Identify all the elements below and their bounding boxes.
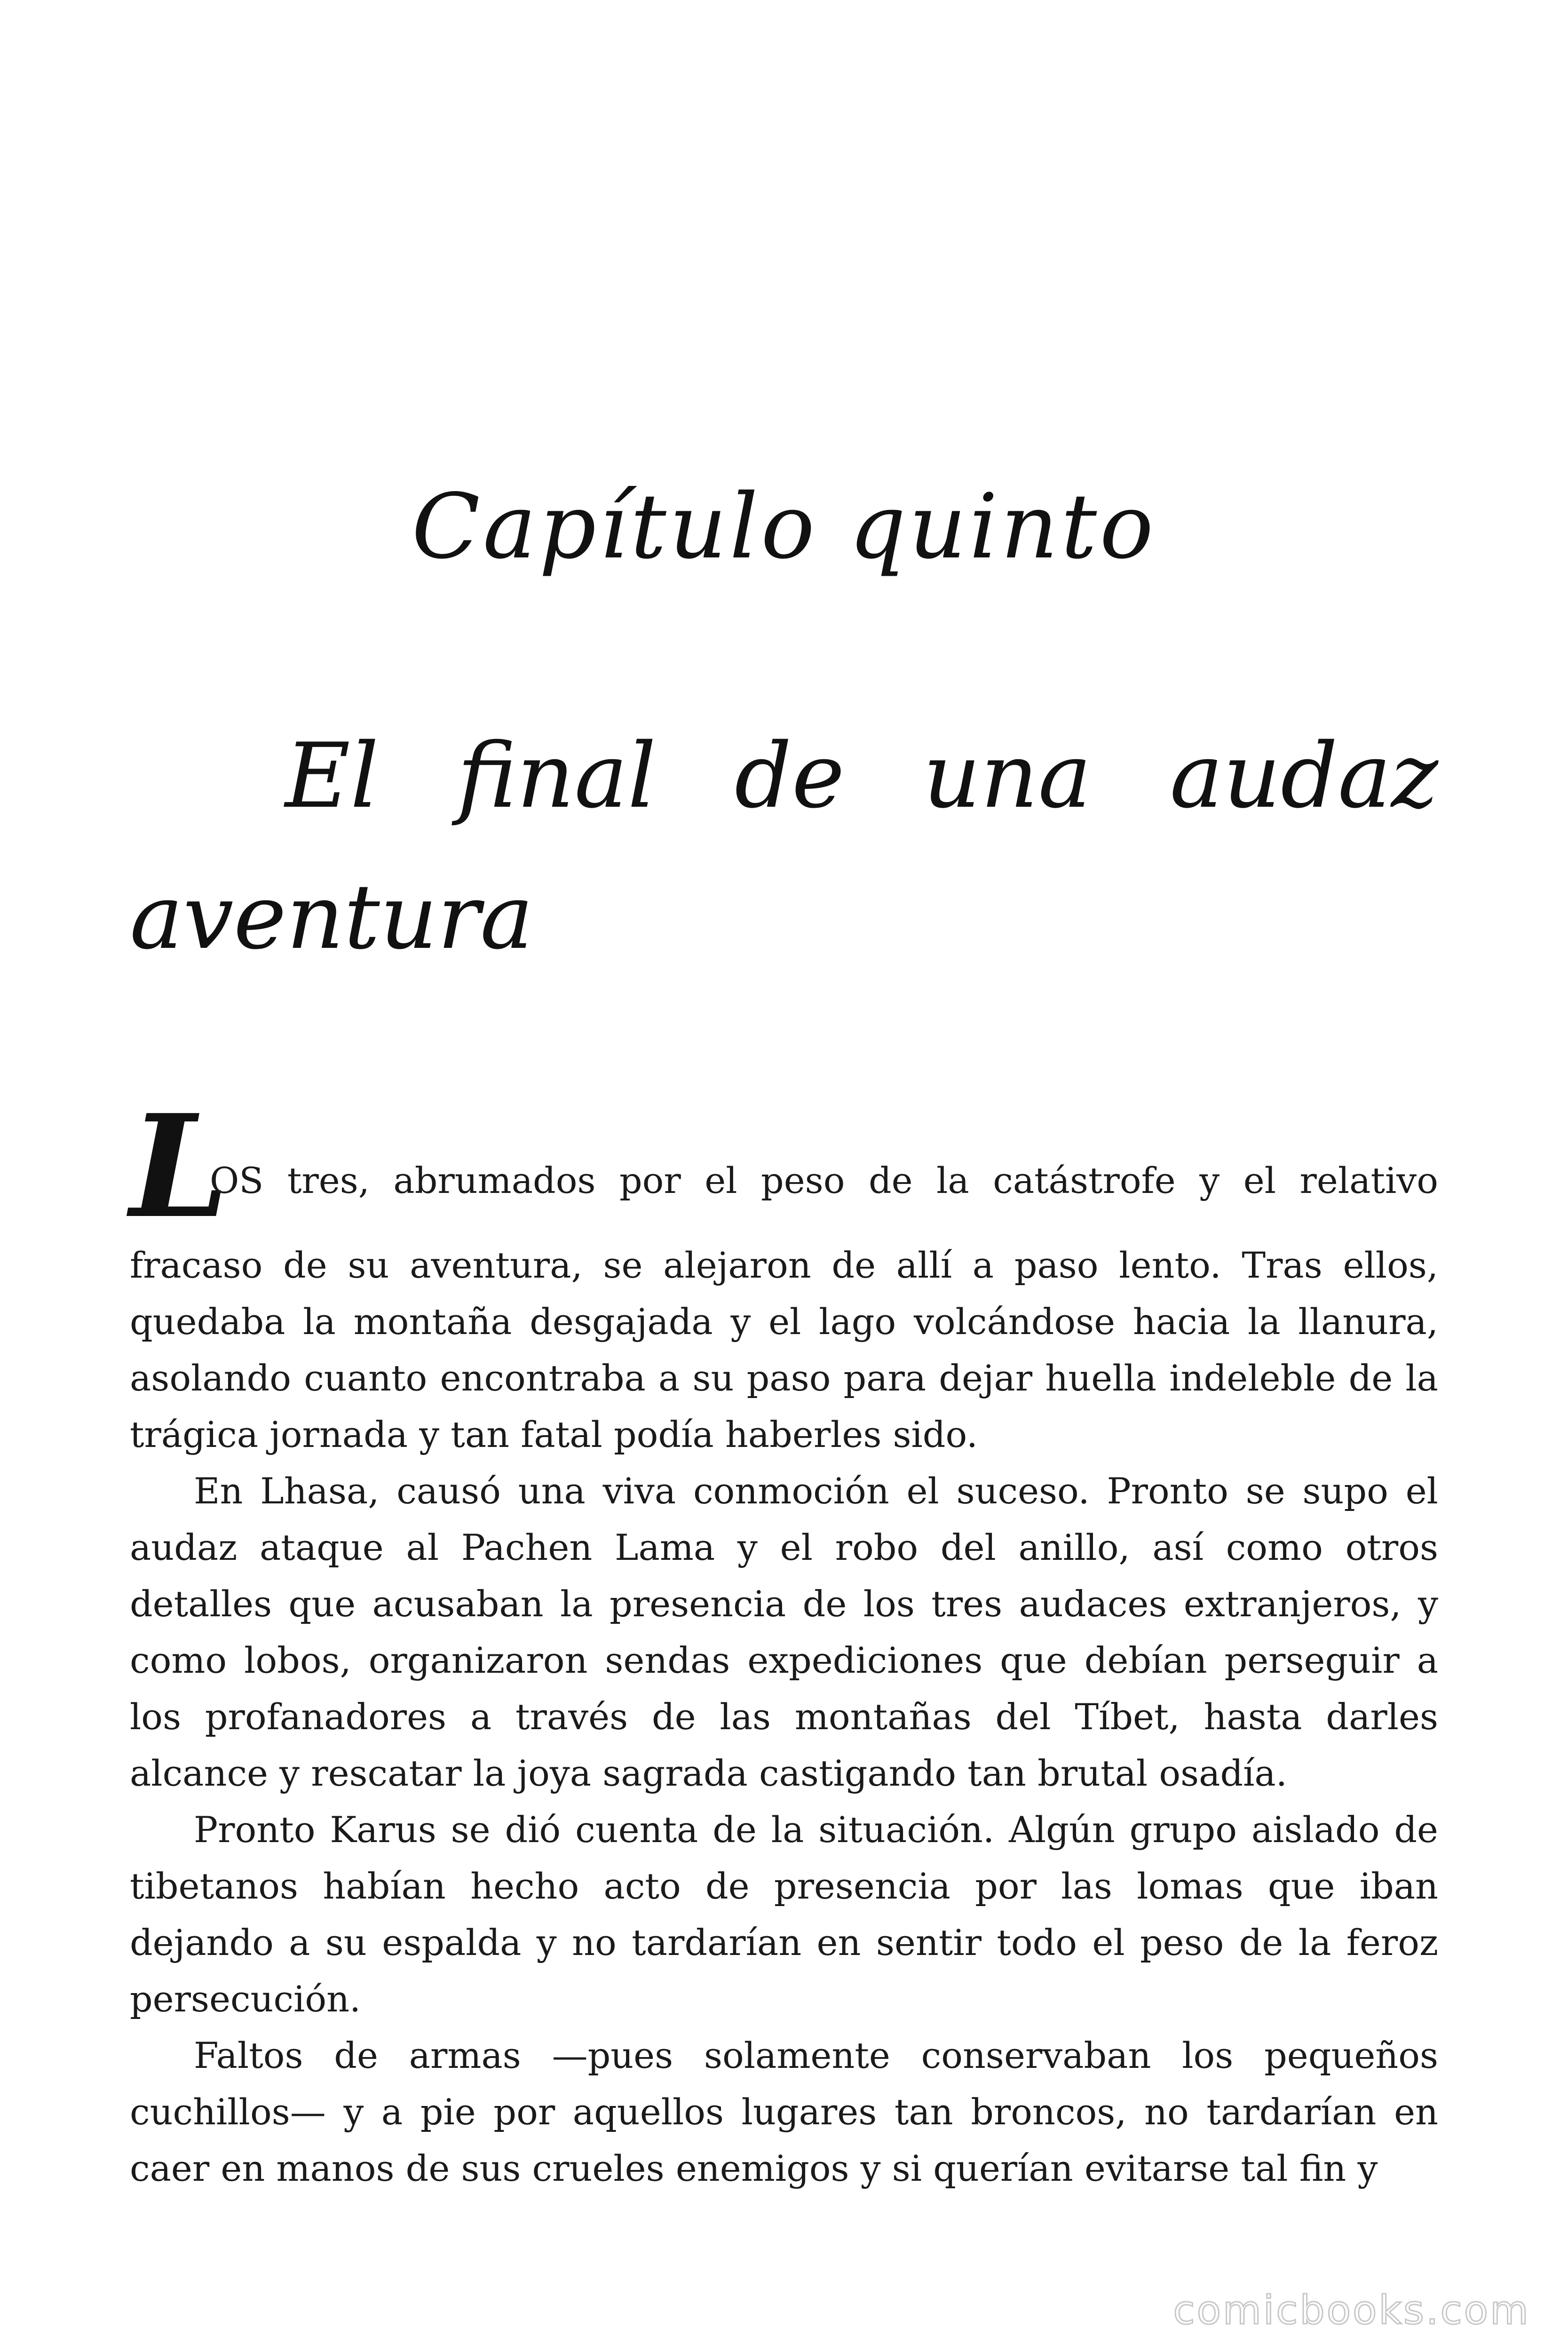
- first-line-text: OS tres, abrumados por el peso de la catástrofe y el relativo: [210, 1160, 1438, 1201]
- paragraph-3: Pronto Karus se dió cuenta de la situación. Algún grupo aislado de tibetanos habían hecho acto de presencia por las lomas que iban dejando a su espalda y no tardarían en sentir todo el peso de la feroz persecución.: [130, 1809, 1438, 2020]
- paragraph-1-rest: fracaso de su aventura, se alejaron de allí a paso lento. Tras ellos, quedaba la montaña desgajada y el lago volcándose hacia la llanura, asolando cuanto encontraba a su paso para dejar huella indeleble de la trágica jornada y tan fatal podía haberles sido.: [130, 1244, 1438, 1455]
- chapter-label: Capítulo quinto: [412, 475, 1156, 579]
- paragraph-4: Faltos de armas —pues solamente conservaban los pequeños cuchillos— y a pie por aquellos lugares tan broncos, no tardarían en caer en manos de sus crueles enemigos y si querían evitarse tal fin y: [130, 2034, 1438, 2189]
- first-line: [130, 1083, 1438, 1249]
- body-text: [130, 1083, 1438, 2197]
- paragraph-1: [130, 1083, 1438, 1463]
- paragraph-2: En Lhasa, causó una viva conmoción el suceso. Pronto se supo el audaz ataque al Pachen Lama y el robo del anillo, así como otros detalles que acusaban la presencia de los tres audaces extranjeros, y como lobos, organizaron sendas expediciones que debían perseguir a los profanadores a través de las montañas del Tíbet, hasta darles alcance y rescatar la joya sagrada castigando tan brutal osadía.: [130, 1470, 1438, 1794]
- drop-cap: L: [130, 1083, 229, 1249]
- watermark: comicbooks.com: [1173, 2287, 1530, 2333]
- chapter-title: El final de una audaz aventura: [130, 724, 1438, 969]
